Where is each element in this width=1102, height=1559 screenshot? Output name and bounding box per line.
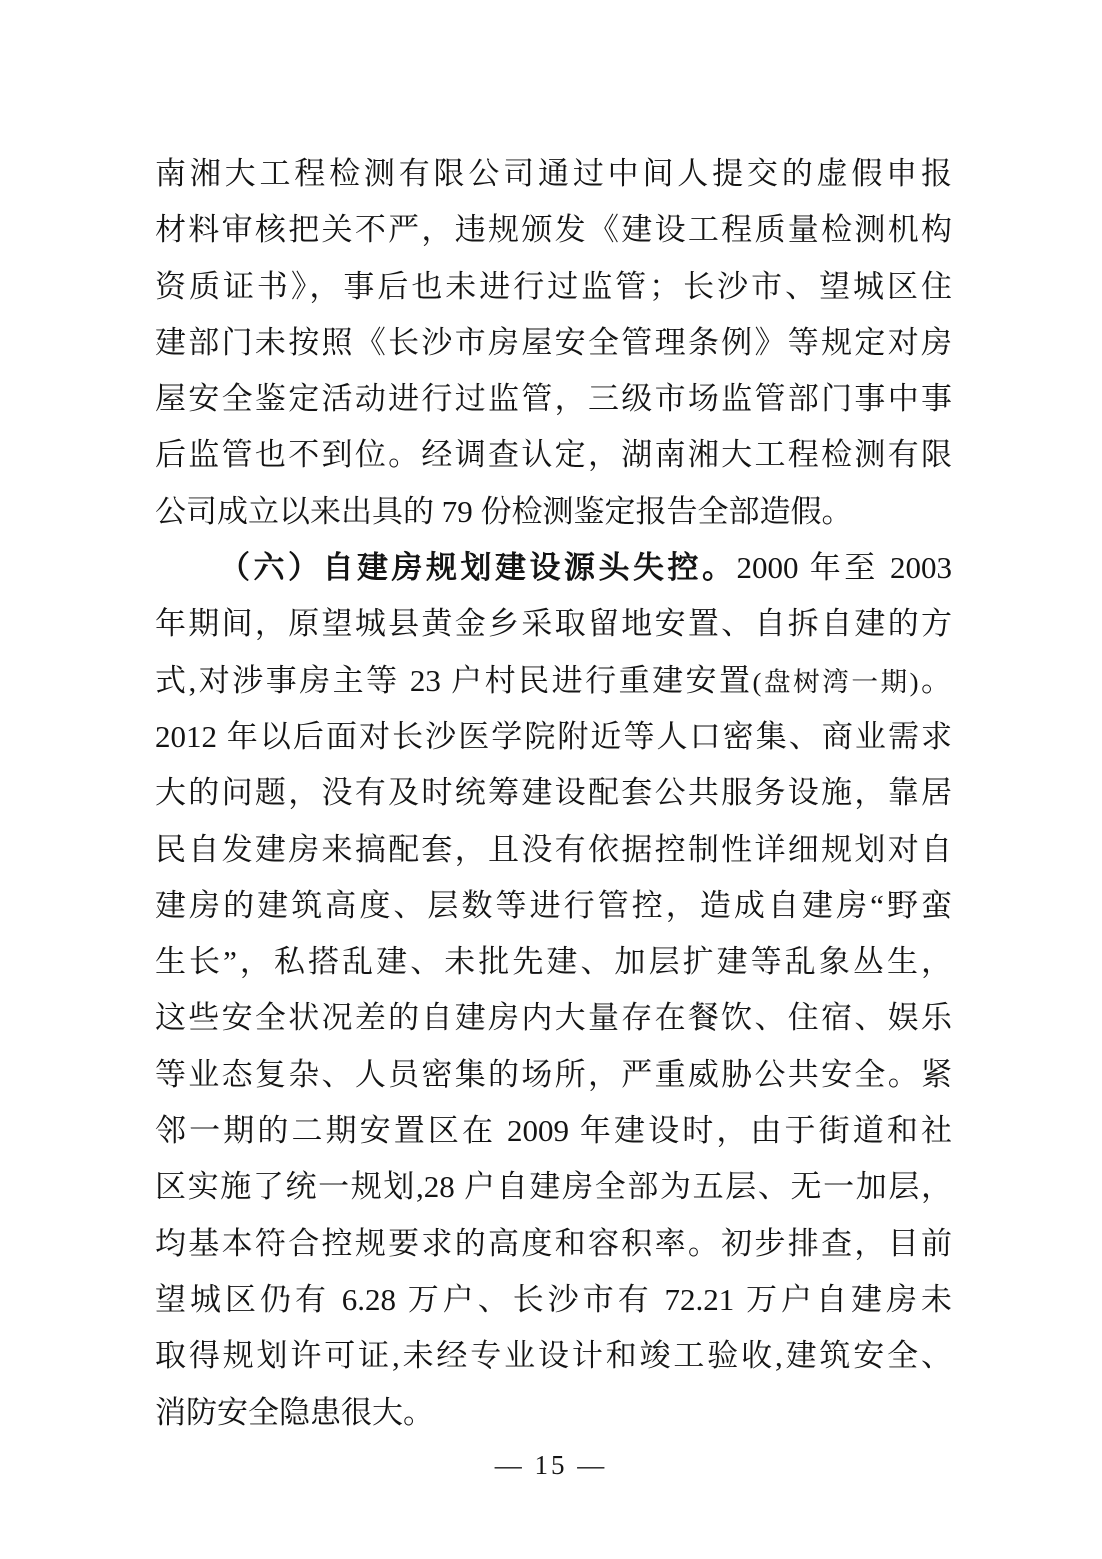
text-segment: 等业态复杂、人员密集的场所，严重威胁公共安全。紧 [155,1056,952,1092]
text-segment: 消防安全隐患很大。 [155,1394,434,1430]
text-line [155,1103,952,1159]
text-segment: 区实施了统一规划,28 户自建房全部为五层、无一加层， [155,1169,952,1205]
text-segment: 建房的建筑高度、层数等进行管控，造成自建房“野蛮 [155,887,952,923]
text-segment: 公司成立以来出具的 79 份检测鉴定报告全部造假。 [155,493,853,529]
text-line [155,653,952,709]
text-segment: 年期间，原望城县黄金乡采取留地安置、自拆自建的方 [155,606,952,642]
text-segment: 南湘大工程检测有限公司通过中间人提交的虚假申报 [155,156,952,191]
text-line [155,1385,952,1441]
text-line [155,427,952,483]
text-line [155,1159,952,1215]
text-line [155,878,952,934]
text-segment: (盘树湾一期) [752,666,919,697]
text-block [155,146,952,1441]
text-line [155,765,952,821]
text-line [155,540,952,596]
text-line [155,822,952,878]
text-line [155,259,952,315]
text-line [155,371,952,427]
section-heading-text: （六）自建房规划建设源头失控。 [219,550,737,586]
text-segment: 取得规划许可证,未经专业设计和竣工验收,建筑安全、 [155,1338,952,1374]
text-segment: 。 [918,662,952,698]
text-line [155,202,952,258]
text-segment: 生长”，私搭乱建、未批先建、加层扩建等乱象丛生， [155,944,952,980]
text-segment: 民自发建房来搞配套，且没有依据控制性详细规划对自 [155,831,952,867]
text-segment: 后监管也不到位。经调查认定，湖南湘大工程检测有限 [155,437,952,473]
text-line [155,146,952,202]
text-segment: 均基本符合控规要求的高度和容积率。初步排查，目前 [155,1225,952,1261]
text-segment: 邻一期的二期安置区在 2009 年建设时，由于街道和社 [155,1113,952,1149]
text-segment: 大的问题，没有及时统筹建设配套公共服务设施，靠居 [155,775,952,811]
text-line [155,484,952,540]
text-segment: 建部门未按照《长沙市房屋安全管理条例》等规定对房 [155,324,952,360]
text-segment: 2012 年以后面对长沙医学院附近等人口密集、商业需求 [155,718,952,754]
text-segment: 资质证书》，事后也未进行过监管；长沙市、望城区住 [155,268,952,304]
text-segment: 2000 年至 2003 [736,550,952,586]
text-segment: 式,对涉事房主等 23 户村民进行重建安置 [155,662,753,698]
text-segment: 这些安全状况差的自建房内大量存在餐饮、住宿、娱乐 [155,1000,952,1036]
text-line [155,1216,952,1272]
text-segment: 望城区仍有 6.28 万户、长沙市有 72.21 万户自建房未 [155,1281,952,1317]
text-line [155,934,952,990]
page-number: — 15 — [494,1450,608,1480]
text-line [155,1328,952,1384]
text-line [155,1272,952,1328]
text-segment: 屋安全鉴定活动进行过监管，三级市场监管部门事中事 [155,381,952,417]
text-line [155,315,952,371]
text-line [155,1047,952,1103]
text-segment: 材料审核把关不严，违规颁发《建设工程质量检测机构 [155,212,952,248]
text-line [155,990,952,1046]
text-line [155,596,952,652]
text-line [155,709,952,765]
